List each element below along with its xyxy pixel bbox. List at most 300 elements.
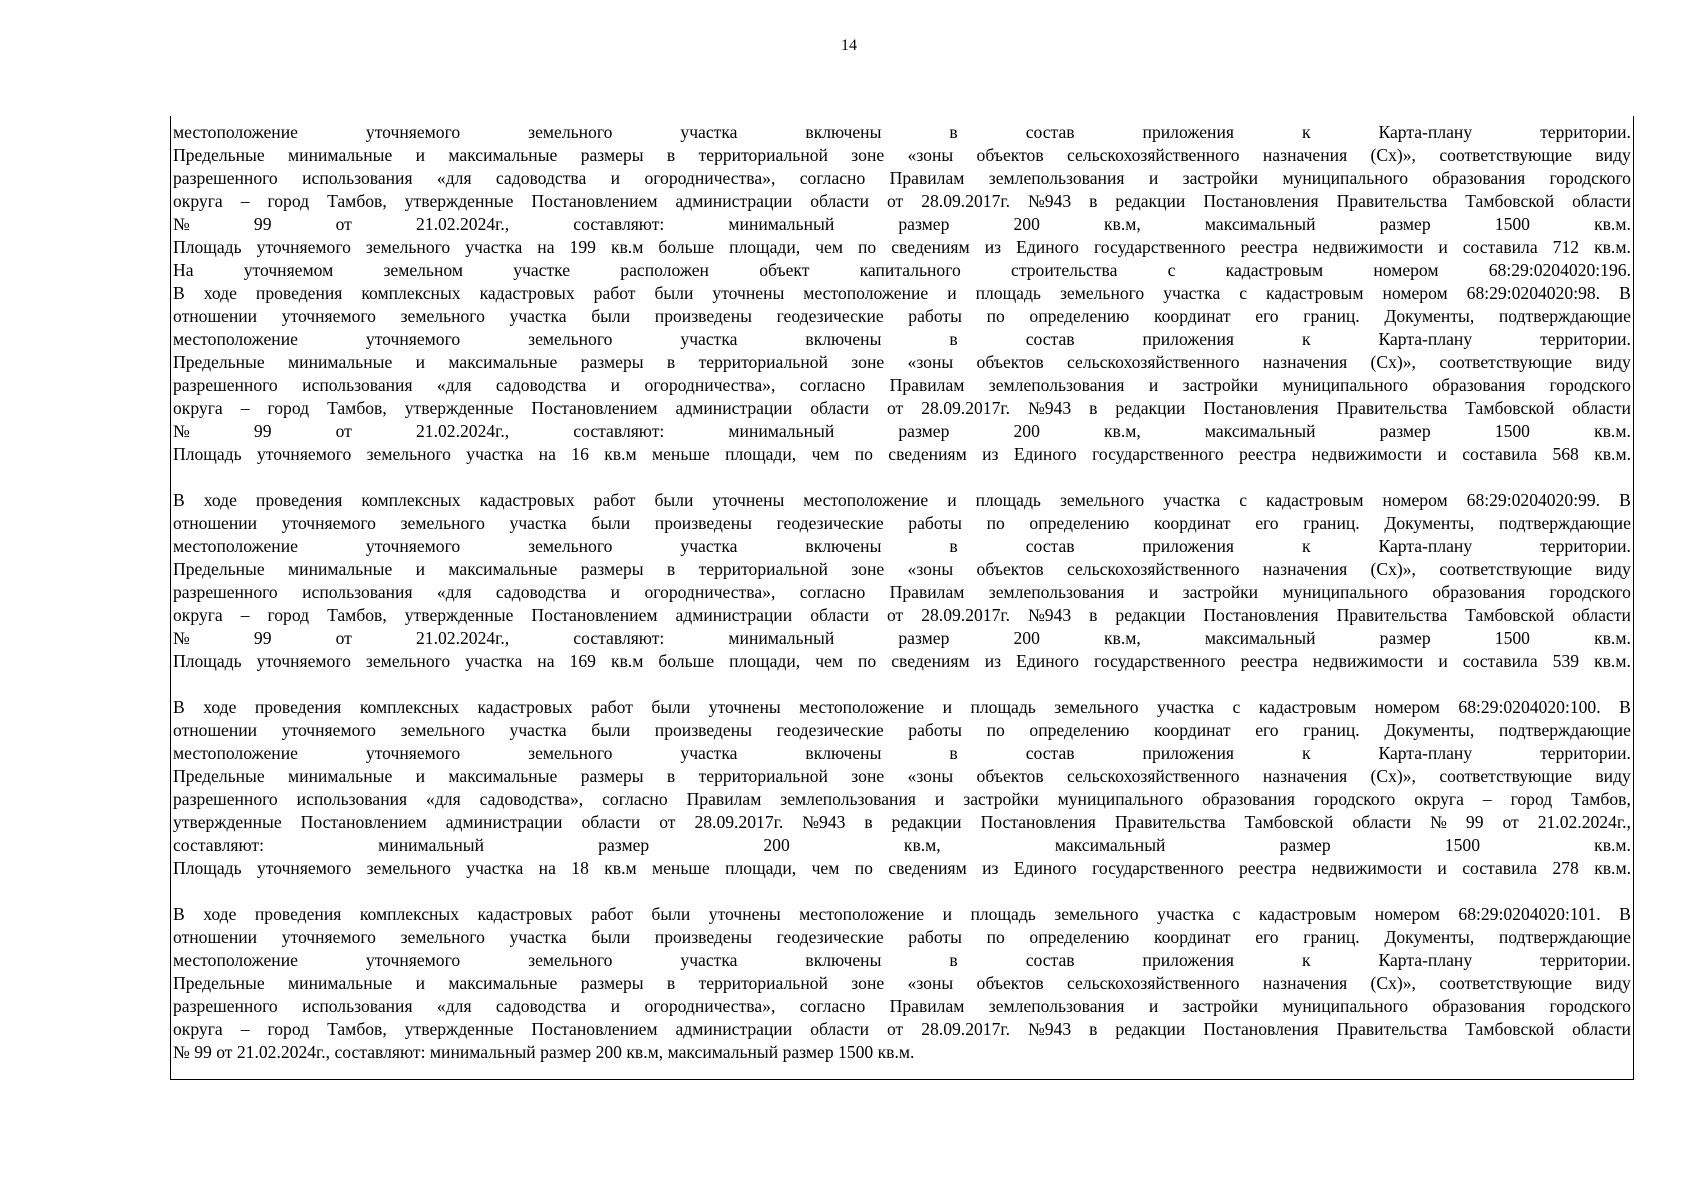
- word: образования: [1432, 375, 1526, 395]
- word: виду: [1595, 352, 1631, 372]
- word: 21.02.2024г.,: [415, 421, 510, 441]
- text-line: [173, 167, 1631, 190]
- word: максимальный: [667, 1042, 779, 1062]
- word: местоположение: [173, 329, 298, 349]
- word: разрешенного: [173, 582, 278, 602]
- word: администрации: [675, 191, 793, 211]
- word: отношении: [173, 306, 258, 326]
- word: земельного: [400, 306, 485, 326]
- word: согласно: [799, 375, 866, 395]
- word: и: [610, 996, 621, 1016]
- text-line: [173, 765, 1631, 788]
- word: от: [886, 605, 904, 625]
- word: и: [415, 766, 426, 786]
- word: Тамбов,: [327, 605, 387, 625]
- word: границ.: [1303, 720, 1360, 740]
- word: и: [942, 697, 952, 717]
- text-line: [173, 144, 1631, 167]
- word: назначения: [1262, 145, 1348, 165]
- word: согласно: [799, 996, 866, 1016]
- word: 200: [1013, 628, 1040, 648]
- word: строительства: [1011, 260, 1118, 280]
- word: и: [415, 352, 426, 372]
- word: и: [1148, 375, 1159, 395]
- word: от: [335, 421, 352, 441]
- text-line: [173, 1041, 1631, 1064]
- word: подтверждающие: [1498, 927, 1631, 947]
- word: застройки: [1182, 582, 1259, 602]
- word: области: [1572, 605, 1631, 625]
- word: размер: [1279, 835, 1331, 855]
- word: участка: [465, 237, 523, 257]
- word: 200: [595, 1042, 622, 1062]
- text-line: [173, 121, 1631, 144]
- word: области: [1572, 191, 1631, 211]
- word: его: [1255, 513, 1279, 533]
- word: определению: [1029, 513, 1130, 533]
- word: размер: [1379, 628, 1431, 648]
- word: размер: [1379, 214, 1431, 234]
- word: Постановления: [980, 812, 1096, 832]
- word: В: [173, 490, 185, 510]
- word: были: [591, 927, 631, 947]
- word: округа: [173, 605, 223, 625]
- word: местоположение: [173, 536, 298, 556]
- text-line: [173, 926, 1631, 949]
- word: Тамбовской: [1244, 812, 1334, 832]
- word: Тамбов,: [1571, 789, 1631, 809]
- word: Площадь: [173, 237, 242, 257]
- word: Карта-плану: [1378, 536, 1473, 556]
- text-line: [173, 972, 1631, 995]
- word: земельного: [400, 720, 485, 740]
- word: определению: [1029, 306, 1130, 326]
- word: 68:29:0204020:196.: [1488, 260, 1631, 280]
- word: Площадь: [173, 444, 242, 464]
- word: от: [659, 812, 676, 832]
- word: области: [810, 1019, 869, 1039]
- word: работ: [593, 283, 636, 303]
- word: от: [335, 628, 352, 648]
- word: застройки: [1182, 168, 1259, 188]
- document-body: [173, 121, 1631, 1064]
- word: городского: [1549, 996, 1631, 1016]
- word: реестра: [1239, 444, 1297, 464]
- word: городского: [1313, 789, 1396, 809]
- word: Постановлением: [531, 1019, 658, 1039]
- word: по: [854, 444, 873, 464]
- word: Документы,: [1384, 306, 1475, 326]
- word: сельскохозяйственного: [1066, 352, 1240, 372]
- word: размеры: [580, 145, 644, 165]
- text-line: [173, 811, 1631, 834]
- word: уточняемого: [256, 858, 352, 878]
- word: Предельные: [173, 766, 265, 786]
- word: и: [934, 789, 945, 809]
- word: границ.: [1303, 927, 1360, 947]
- word: городского: [1549, 375, 1631, 395]
- word: утвержденные: [173, 812, 282, 832]
- word: участка: [680, 329, 738, 349]
- word: и: [610, 375, 621, 395]
- word: были: [654, 283, 694, 303]
- word: составляют:: [573, 421, 665, 441]
- word: участка: [509, 306, 567, 326]
- word: и: [1437, 858, 1447, 878]
- word: координат: [1153, 513, 1231, 533]
- word: редакции: [1115, 1019, 1186, 1039]
- word: зоне: [851, 145, 885, 165]
- word: номером: [1382, 490, 1448, 510]
- word: координат: [1153, 306, 1231, 326]
- word: минимальный: [728, 421, 835, 441]
- word: участка: [509, 720, 567, 740]
- word: «для: [426, 789, 461, 809]
- word: земельного: [366, 444, 451, 464]
- word: Тамбовской: [1465, 1019, 1555, 1039]
- word: чем: [811, 858, 840, 878]
- word: Документы,: [1384, 927, 1475, 947]
- text-line: [173, 719, 1631, 742]
- word: на: [537, 237, 555, 257]
- word: 99: [253, 421, 272, 441]
- word: минимальные: [288, 973, 393, 993]
- word: администрации: [675, 1019, 793, 1039]
- word: и: [1148, 582, 1159, 602]
- word: ходе: [203, 283, 237, 303]
- word: садоводства: [495, 996, 587, 1016]
- word: местоположение: [173, 122, 298, 142]
- word: В: [1619, 697, 1631, 717]
- word: 21.02.2024г.,: [415, 628, 510, 648]
- word: уточняемого: [365, 122, 461, 142]
- word: –: [240, 191, 250, 211]
- word: сельскохозяйственного: [1066, 766, 1240, 786]
- word: участке: [513, 260, 571, 280]
- word: №: [173, 214, 190, 234]
- word: размер: [898, 214, 950, 234]
- word: кадастровых: [477, 904, 573, 924]
- word: в: [949, 743, 958, 763]
- word: от: [335, 214, 352, 234]
- word: Предельные: [173, 145, 265, 165]
- word: Постановлением: [531, 605, 658, 625]
- word: 1500: [838, 1042, 874, 1062]
- word: муниципального: [1282, 375, 1408, 395]
- word: использования: [302, 996, 413, 1016]
- word: включены: [805, 329, 882, 349]
- word: кв.м.: [1594, 237, 1631, 257]
- word: уточняемого: [365, 536, 461, 556]
- word: соответствующие: [1439, 973, 1573, 993]
- word: огородничества»,: [644, 582, 776, 602]
- word: приложения: [1142, 743, 1234, 763]
- word: 99: [194, 1042, 212, 1062]
- word: землепользования: [988, 582, 1125, 602]
- word: на: [537, 651, 555, 671]
- word: геодезические: [776, 927, 884, 947]
- word: «для: [436, 168, 472, 188]
- word: и: [1438, 237, 1448, 257]
- word: объектов: [976, 766, 1044, 786]
- word: сведениям: [891, 237, 970, 257]
- word: кв.м,: [626, 1042, 664, 1062]
- word: определению: [1029, 927, 1130, 947]
- word: садоводства: [495, 375, 587, 395]
- word: Постановления: [1203, 605, 1319, 625]
- word: Правительства: [1336, 191, 1448, 211]
- word: состав: [1025, 743, 1075, 763]
- word: уточняемого: [281, 306, 376, 326]
- word: Постановлением: [531, 191, 658, 211]
- word: 99: [1465, 812, 1484, 832]
- word: 169: [569, 651, 596, 671]
- text-line: [173, 650, 1631, 673]
- word: земельного: [1054, 904, 1139, 924]
- text-line: [173, 213, 1631, 236]
- word: площади,: [725, 444, 797, 464]
- word: состав: [1025, 329, 1075, 349]
- word: составляют:: [173, 835, 265, 855]
- word: в: [949, 329, 958, 349]
- word: работы: [908, 306, 962, 326]
- word: территории.: [1540, 743, 1631, 763]
- word: площадь: [970, 904, 1036, 924]
- word: области: [1352, 812, 1412, 832]
- word: 28.09.2017г.: [921, 1019, 1011, 1039]
- word: сельскохозяйственного: [1066, 973, 1240, 993]
- word: составила: [1462, 237, 1538, 257]
- word: округа: [173, 398, 223, 418]
- text-line: [173, 282, 1631, 305]
- word: земельного: [365, 651, 451, 671]
- word: уточнены: [712, 283, 785, 303]
- word: кв.м: [604, 858, 637, 878]
- word: Правилам: [889, 582, 965, 602]
- text-line: [173, 903, 1631, 926]
- word: из: [984, 651, 1002, 671]
- word: комплексных: [361, 283, 461, 303]
- word: границ.: [1303, 306, 1360, 326]
- word: «для: [436, 375, 472, 395]
- word: уточняемого: [256, 237, 351, 257]
- word: утвержденные: [404, 191, 514, 211]
- word: минимальные: [288, 766, 393, 786]
- word: недвижимости: [1312, 237, 1424, 257]
- word: согласно: [602, 789, 668, 809]
- word: по: [858, 651, 877, 671]
- word: кадастровых: [479, 283, 575, 303]
- word: размер: [598, 835, 650, 855]
- word: Правилам: [686, 789, 762, 809]
- text-line: [173, 397, 1631, 420]
- word: недвижимости: [1311, 444, 1423, 464]
- word: кадастровым: [1266, 490, 1364, 510]
- word: в: [1089, 191, 1098, 211]
- word: площади,: [729, 237, 801, 257]
- word: размеры: [580, 352, 644, 372]
- text-line: [173, 351, 1631, 374]
- word: геодезические: [776, 720, 884, 740]
- word: использования: [302, 375, 413, 395]
- text-line: [173, 949, 1631, 972]
- word: Тамбов,: [327, 398, 387, 418]
- word: участка: [680, 743, 738, 763]
- word: местоположение: [173, 743, 298, 763]
- word: В: [173, 697, 185, 717]
- text-line: [173, 558, 1631, 581]
- word: Постановления: [1203, 398, 1319, 418]
- word: земельном: [383, 260, 463, 280]
- word: максимальные: [448, 352, 558, 372]
- word: застройки: [963, 789, 1039, 809]
- text-line: [173, 535, 1631, 558]
- word: расположен: [620, 260, 709, 280]
- word: Карта-плану: [1378, 122, 1473, 142]
- word: образования: [1432, 582, 1526, 602]
- word: «зоны: [907, 559, 954, 579]
- word: разрешенного: [173, 375, 278, 395]
- word: участка: [509, 927, 567, 947]
- word: кадастровым: [1225, 260, 1324, 280]
- word: уточняемого: [281, 720, 376, 740]
- word: В: [173, 283, 185, 303]
- word: администрации: [675, 398, 793, 418]
- word: садоводства»,: [479, 789, 584, 809]
- word: были: [651, 697, 691, 717]
- word: кв.м.: [1594, 835, 1631, 855]
- word: произведены: [654, 306, 752, 326]
- text-line: [173, 581, 1631, 604]
- word: объектов: [976, 145, 1044, 165]
- word: по: [858, 237, 877, 257]
- word: земельного: [528, 329, 613, 349]
- word: недвижимости: [1312, 651, 1424, 671]
- word: проведения: [254, 697, 342, 717]
- word: 199: [569, 237, 596, 257]
- word: максимальные: [448, 145, 558, 165]
- word: №: [173, 1042, 190, 1062]
- word: редакции: [1115, 398, 1186, 418]
- word: редакции: [891, 812, 962, 832]
- word: уточняемого: [365, 329, 461, 349]
- word: реестра: [1240, 237, 1298, 257]
- word: больше: [658, 651, 715, 671]
- text-line: [173, 259, 1631, 282]
- word: 68:29:0204020:99.: [1466, 490, 1601, 510]
- word: геодезические: [776, 513, 884, 533]
- word: и: [610, 168, 621, 188]
- word: кв.м,: [903, 835, 941, 855]
- word: площадь: [975, 283, 1041, 303]
- word: №943: [802, 812, 846, 832]
- word: соответствующие: [1439, 352, 1573, 372]
- word: чем: [811, 444, 840, 464]
- text-line: [173, 834, 1631, 857]
- word: включены: [805, 743, 882, 763]
- word: уточняемого: [365, 743, 461, 763]
- word: области: [1572, 1019, 1631, 1039]
- text-line: [173, 489, 1631, 512]
- word: состав: [1025, 950, 1075, 970]
- word: 200: [1013, 214, 1040, 234]
- word: земельного: [528, 743, 613, 763]
- word: размеры: [580, 766, 644, 786]
- word: комплексных: [361, 490, 461, 510]
- word: из: [982, 858, 999, 878]
- word: 28.09.2017г.: [694, 812, 784, 832]
- word: проведения: [255, 283, 343, 303]
- word: от: [1502, 812, 1519, 832]
- text-line: [173, 604, 1631, 627]
- text-line: [173, 788, 1631, 811]
- word: –: [1482, 789, 1492, 809]
- word: координат: [1153, 720, 1231, 740]
- word: виду: [1595, 766, 1631, 786]
- word: Единого: [1016, 651, 1079, 671]
- word: включены: [805, 536, 882, 556]
- word: Постановления: [1203, 1019, 1319, 1039]
- word: сельскохозяйственного: [1066, 145, 1240, 165]
- word: с: [1167, 260, 1176, 280]
- word: размеры: [580, 973, 644, 993]
- word: объектов: [976, 973, 1044, 993]
- word: земельного: [1059, 490, 1145, 510]
- word: «зоны: [907, 145, 954, 165]
- word: отношении: [173, 927, 258, 947]
- word: и: [610, 582, 621, 602]
- word: «для: [436, 996, 472, 1016]
- word: размер: [1379, 421, 1431, 441]
- word: город: [267, 191, 310, 211]
- word: уточняемого: [256, 651, 351, 671]
- word: территории.: [1540, 122, 1631, 142]
- word: области: [581, 812, 641, 832]
- word: №: [173, 421, 190, 441]
- word: земельного: [400, 513, 485, 533]
- word: огородничества»,: [644, 168, 776, 188]
- word: использования: [302, 582, 413, 602]
- word: минимальный: [378, 835, 484, 855]
- text-line: [173, 857, 1631, 880]
- word: максимальный: [1204, 214, 1316, 234]
- word: из: [982, 444, 999, 464]
- word: координат: [1153, 927, 1231, 947]
- word: кв.м,: [1104, 214, 1141, 234]
- word: объект: [759, 260, 810, 280]
- word: город: [267, 605, 310, 625]
- word: размер: [782, 1042, 834, 1062]
- page-number: 14: [841, 37, 857, 54]
- word: 200: [763, 835, 790, 855]
- word: и: [415, 973, 426, 993]
- word: кв.м.: [1594, 651, 1631, 671]
- word: объектов: [976, 352, 1044, 372]
- word: «для: [436, 582, 472, 602]
- word: В: [1619, 904, 1631, 924]
- word: Правилам: [889, 168, 965, 188]
- word: проведения: [255, 490, 343, 510]
- word: уточняемом: [243, 260, 334, 280]
- word: приложения: [1142, 536, 1234, 556]
- word: минимальные: [288, 145, 393, 165]
- word: комплексных: [359, 904, 460, 924]
- word: Тамбовской: [1465, 191, 1555, 211]
- word: уточняемого: [256, 444, 352, 464]
- word: город: [267, 398, 310, 418]
- word: сведениям: [888, 858, 967, 878]
- word: 99: [253, 628, 272, 648]
